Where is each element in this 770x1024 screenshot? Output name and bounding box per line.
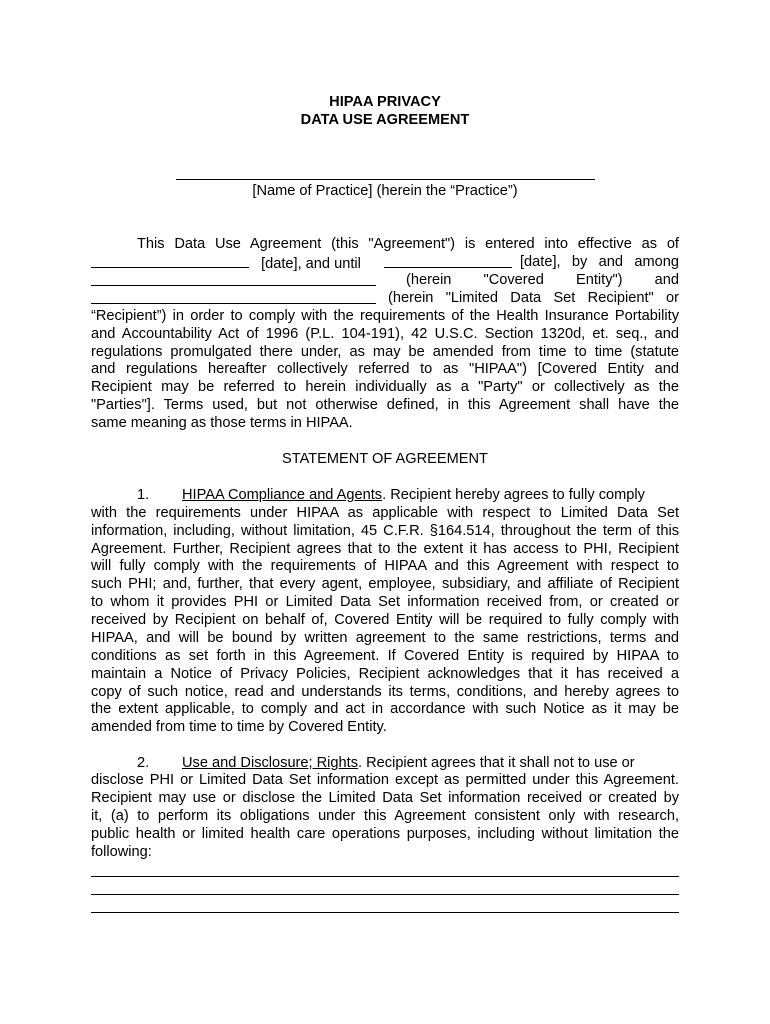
section1-number: 1. bbox=[137, 487, 150, 503]
end-date-blank[interactable] bbox=[384, 254, 512, 268]
section1-line-7: to whom it provides PHI or Limited Data Set information received from, or created or bbox=[91, 594, 679, 610]
intro-line-6: and Accountability Act of 1996 (P.L. 104-191), 42 U.S.C. Section 1320d, et. seq., and bbox=[91, 326, 679, 342]
fill-in-line-3[interactable] bbox=[91, 912, 679, 913]
effective-date-blank[interactable] bbox=[91, 254, 249, 268]
section1-line-3: information, including, without limitation, 45 C.F.R. §164.514, throughout the term of this bbox=[91, 523, 679, 539]
section1-line-6: such PHI; and, further, that every agent, employee, subsidiary, and affiliate of Recipient bbox=[91, 576, 679, 592]
practice-name-blank[interactable] bbox=[176, 179, 595, 180]
section1-line-2: with the requirements under HIPAA as applicable with respect to Limited Data Set bbox=[91, 505, 679, 521]
document-title-line1: HIPAA PRIVACY bbox=[329, 94, 441, 110]
intro-line-9: Recipient may be referred to herein individually as a "Party" or collectively as the bbox=[91, 379, 679, 395]
practice-name-label: [Name of Practice] (herein the “Practice”) bbox=[252, 183, 518, 199]
section2-line-5: public health or limited health care operations purposes, including without limitation the bbox=[91, 826, 679, 842]
intro-line-11: same meaning as those terms in HIPAA. bbox=[91, 415, 353, 431]
section1-line-9: HIPAA, and will be bound by written agreement to the same restrictions, terms and bbox=[91, 630, 679, 646]
section1-line-14: amended from time to time by Covered Entity. bbox=[91, 719, 387, 735]
date-among-text: [date], by and among bbox=[520, 254, 679, 270]
section2-line-4: it, (a) to perform its obligations under this Agreement consistent only with research, bbox=[91, 808, 679, 824]
recipient-blank-wrap bbox=[91, 290, 376, 310]
section2-line1-rest: . Recipient agrees that it shall not to use or bbox=[358, 755, 635, 771]
section1-line-11: maintain a Notice of Privacy Policies, Recipient acknowledges that it has received a bbox=[91, 666, 679, 682]
intro-line-8: and regulations hereafter collectively referred to as "HIPAA") [Covered Entity and bbox=[91, 361, 679, 377]
fill-in-line-2[interactable] bbox=[91, 894, 679, 895]
intro-line-2 bbox=[91, 254, 361, 274]
intro-line-5: “Recipient”) in order to comply with the requirements of the Health Insurance Portability bbox=[91, 308, 679, 324]
covered-entity-blank[interactable] bbox=[91, 272, 376, 286]
intro-line-3: (herein "Covered Entity") and bbox=[406, 272, 679, 288]
section2-heading: Use and Disclosure; Rights bbox=[182, 755, 359, 771]
section1-first-line bbox=[182, 487, 645, 505]
section1-heading: HIPAA Compliance and Agents bbox=[182, 487, 383, 503]
section2-line-2: disclose PHI or Limited Data Set information except as permitted under this Agreement. bbox=[91, 772, 679, 788]
section2-first-line bbox=[182, 755, 635, 773]
section1-line1-rest: . Recipient hereby agrees to fully comply bbox=[382, 487, 645, 503]
document-title-line2: DATA USE AGREEMENT bbox=[300, 112, 470, 128]
section2-number: 2. bbox=[137, 755, 150, 771]
section1-line-12: copy of such notice, read and understands its terms, conditions, and hereby agrees to bbox=[91, 684, 679, 700]
section2-line-3: Recipient may use or disclose the Limited Data Set information received or created by bbox=[91, 790, 679, 806]
section1-line-5: will fully comply with the requirements of HIPAA and this Agreement with respect to bbox=[91, 558, 679, 574]
recipient-blank[interactable] bbox=[91, 290, 376, 304]
section1-line-13: the extent applicable, to comply and act in accordance with such Notice as it may be bbox=[91, 701, 679, 717]
fill-in-line-1[interactable] bbox=[91, 876, 679, 877]
section1-line-10: conditions as set forth in this Agreement. If Covered Entity is required by HIPAA to bbox=[91, 648, 679, 664]
statement-heading: STATEMENT OF AGREEMENT bbox=[282, 451, 488, 467]
covered-entity-blank-wrap bbox=[91, 272, 376, 292]
section2-line-6: following: bbox=[91, 844, 152, 860]
intro-line-1: This Data Use Agreement (this "Agreement") is entered into effective as of bbox=[137, 236, 679, 252]
intro-line-4: (herein "Limited Data Set Recipient" or bbox=[388, 290, 679, 306]
intro-line-7: regulations promulgated there under, as may be amended from time to time (statute bbox=[91, 344, 679, 360]
date-until-text: [date], and until bbox=[261, 256, 361, 272]
section1-line-8: received by Recipient on behalf of, Covered Entity will be required to fully comply with bbox=[91, 612, 679, 628]
intro-line-10: "Parties"]. Terms used, but not otherwise defined, in this Agreement shall have the bbox=[91, 397, 679, 413]
intro-line-2b bbox=[384, 254, 512, 274]
section1-line-4: Agreement. Further, Recipient agrees that to the extent it has access to PHI, Recipient bbox=[91, 541, 679, 557]
